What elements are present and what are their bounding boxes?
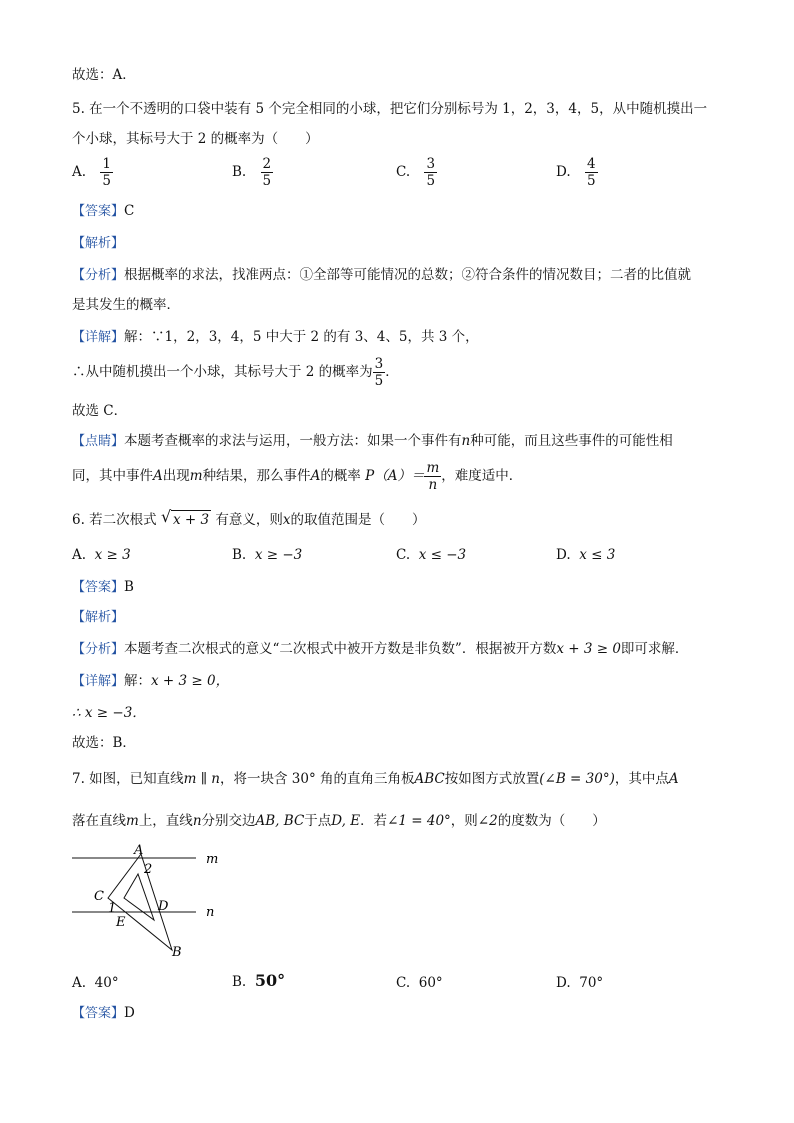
q6-fenxi: 【分析】本题考查二次根式的意义“二次根式中被开方数是非负数”．根据被开方数x + 3 ≥ 0即可求解． <box>72 641 689 657</box>
q6-stem: 6. 若二次根式 √ x + 3 有意义，则x的取值范围是（ ） <box>72 507 426 528</box>
q6-option-c: C. x ≤ −3 <box>396 547 467 563</box>
q6-analysis-heading: 【解析】 <box>72 610 125 625</box>
q7-option-b: B. 50° <box>232 971 286 990</box>
q5-fenxi-line1: 【分析】根据概率的求法，找准两点：①全部等可能情况的总数；②符合条件的情况数目；二者的比值就 <box>72 267 692 283</box>
q5-option-d-fraction: $\frac{4}{5}$ <box>586 156 596 189</box>
q5-answer: 【答案】C <box>72 203 135 219</box>
q5-option-a-fraction: $\frac{1}{5}$ <box>102 156 111 189</box>
label-B: B <box>172 945 182 960</box>
q5-stem-line1: 5. 在一个不透明的口袋中装有 5 个完全相同的小球，把它们分别标号为 1，2，3，4，5，从中随机摸出一 <box>72 101 708 117</box>
q6-answer: 【答案】B <box>72 579 134 595</box>
label-D: D <box>158 899 169 914</box>
q7-option-c: C. 60° <box>396 975 443 991</box>
q6-xiangjie: 【详解】解：x + 3 ≥ 0， <box>72 673 230 689</box>
label-A: A <box>134 843 144 858</box>
q5-option-c-fraction: $\frac{3}{5}$ <box>426 156 436 189</box>
q5-stem-line2: 个小球，其标号大于 2 的概率为（ ） <box>72 131 319 147</box>
q5-analysis-heading: 【解析】 <box>72 236 125 251</box>
label-n: n <box>206 905 215 920</box>
label-1: 1 <box>108 901 117 916</box>
label-m: m <box>206 852 219 867</box>
q7-figure <box>66 842 236 964</box>
q5-option-d: D. $\frac{4}{5}$ <box>556 156 596 189</box>
q7-option-d: D. 70° <box>556 975 604 991</box>
q6-option-b: B. x ≥ −3 <box>232 547 303 563</box>
q5-option-b-fraction: $\frac{2}{5}$ <box>262 156 272 189</box>
q6-choice: 故选：B． <box>72 735 136 751</box>
q5-xiangjie-line1: 【详解】解：∵1，2，3，4，5 中大于 2 的有 3、4、5，共 3 个， <box>72 329 479 345</box>
q5-option-b: B. $\frac{2}{5}$ <box>232 156 272 189</box>
q5-dianjing-fraction: $\frac{m}{n}$ <box>426 460 440 493</box>
prev-answer-line: 故选：A． <box>72 67 136 83</box>
q6-option-d: D. x ≤ 3 <box>556 547 616 563</box>
q5-dianjing-line1: 【点睛】本题考查概率的求法与运用，一般方法：如果一个事件有n种可能，而且这些事件的可能性相 <box>72 433 673 449</box>
q6-therefore: ∴ x ≥ −3． <box>72 705 146 721</box>
q6-option-a: A. x ≥ 3 <box>72 547 131 563</box>
q5-xiangjie-line2: ∴从中随机摸出一个小球，其标号大于 2 的概率为 $\frac{3}{5}$ ． <box>72 356 399 389</box>
label-C: C <box>94 889 104 904</box>
q5-option-a: A. $\frac{1}{5}$ <box>72 156 111 189</box>
q5-dianjing-line2: 同，其中事件A出现m种结果，那么事件A的概率 P（A）＝ $\frac{m}{n}$ ，难度适中． <box>72 460 523 493</box>
q7-answer: 【答案】D <box>72 1005 135 1021</box>
q5-xiangjie-fraction: $\frac{3}{5}$ <box>374 356 384 389</box>
q6-radical: √ x + 3 <box>160 507 210 528</box>
q5-option-c: C. $\frac{3}{5}$ <box>396 156 436 189</box>
q7-stem-line1: 7. 如图，已知直线m ∥ n，将一块含 30° 角的直角三角板ABC按如图方式放置(∠B = 30°)，其中点A <box>72 771 679 787</box>
q7-stem-line2: 落在直线m上，直线n分别交边AB, BC于点D, E．若∠1 = 40°，则∠2的度数为（ ） <box>72 813 606 829</box>
label-2: 2 <box>144 862 153 877</box>
q5-fenxi-line2: 是其发生的概率． <box>72 297 180 313</box>
q7-option-a: A. 40° <box>72 975 119 991</box>
label-E: E <box>116 915 126 930</box>
q5-choice: 故选 C． <box>72 403 128 419</box>
